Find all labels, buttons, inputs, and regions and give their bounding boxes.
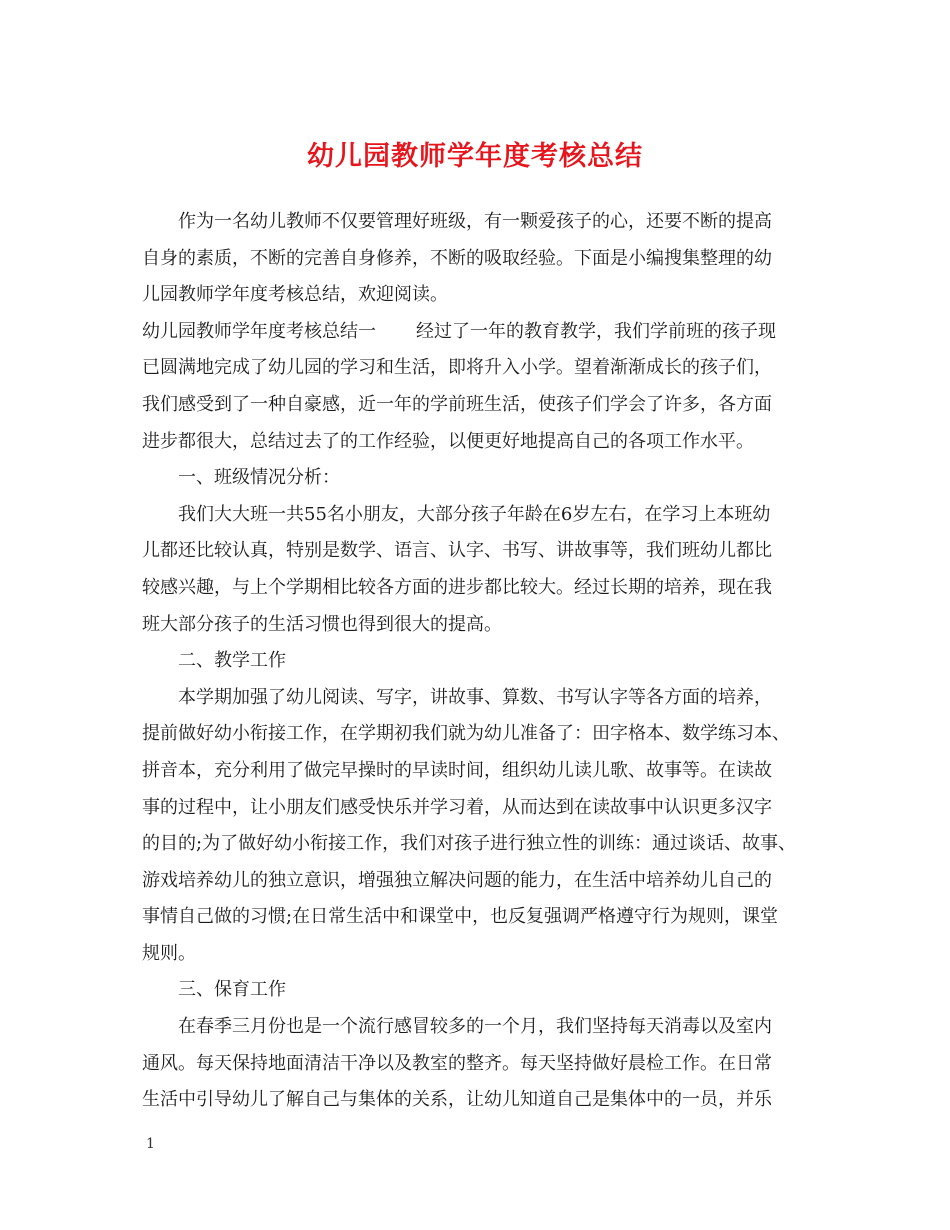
class-analysis-line-4: 班大部分孩子的生活习惯也得到很大的提高。 (142, 613, 502, 635)
intro-line-1: 作为一名幼儿教师不仅要管理好班级，有一颗爱孩子的心，还要不断的提高 (178, 211, 772, 232)
section-heading-class-analysis: 一、班级情况分析： (178, 467, 340, 489)
teaching-line-4: 事的过程中，让小朋友们感受快乐并学习着，从而达到在读故事中认识更多汉字 (142, 796, 772, 818)
care-line-3: 生活中引导幼儿了解自己与集体的关系，让幼儿知道自己是集体中的一员，并乐 (142, 1089, 772, 1111)
intro-line-3: 儿园教师学年度考核总结，欢迎阅读。 (142, 284, 448, 306)
summary-one-line-1: 经过了一年的教育教学，我们学前班的孩子现 (416, 320, 776, 342)
teaching-line-1: 本学期加强了幼儿阅读、写字，讲故事、算数、书写认字等各方面的培养， (178, 686, 772, 708)
teaching-line-6: 游戏培养幼儿的独立意识，增强独立解决问题的能力，在生活中培养幼儿自己的 (142, 869, 772, 891)
care-line-1: 在春季三月份也是一个流行感冒较多的一个月，我们坚持每天消毒以及室内 (178, 1016, 772, 1038)
summary-one-line-2: 已圆满地完成了幼儿园的学习和生活，即将升入小学。望着渐渐成长的孩子们， (142, 357, 772, 379)
teaching-line-8: 规则。 (142, 942, 196, 964)
section-heading-teaching: 二、教学工作 (178, 650, 286, 672)
document-title: 幼儿园教师学年度考核总结 (307, 141, 643, 172)
class-analysis-line-2: 儿都还比较认真，特别是数学、语言、认字、书写、讲故事等，我们班幼儿都比 (142, 540, 772, 562)
class-analysis-line-1: 我们大大班一共55名小朋友，大部分孩子年龄在6岁左右，在学习上本班幼 (178, 503, 771, 525)
teaching-line-7: 事情自己做的习惯;在日常生活中和课堂中，也反复强调严格遵守行为规则，课堂 (142, 906, 779, 928)
section-heading-care: 三、保育工作 (178, 979, 286, 1001)
summary-one-label: 幼儿园教师学年度考核总结一 (142, 320, 376, 342)
care-line-2: 通风。每天保持地面清洁干净以及教室的整齐。每天坚持做好晨检工作。在日常 (142, 1052, 772, 1074)
document-body (142, 204, 842, 1119)
summary-one-line-4: 进步都很大，总结过去了的工作经验，以便更好地提高自己的各项工作水平。 (142, 430, 754, 452)
teaching-line-5: 的目的;为了做好幼小衔接工作，我们对孩子进行独立性的训练：通过谈话、故事、 (142, 833, 797, 855)
teaching-line-3: 拼音本，充分利用了做完早操时的早读时间，组织幼儿读儿歌、故事等。在读故 (142, 759, 772, 781)
summary-one-first-line (142, 314, 842, 351)
page-number: 1 (146, 1136, 155, 1152)
intro-line-2: 自身的素质，不断的完善自身修养，不断的吸取经验。下面是小编搜集整理的幼 (142, 247, 772, 269)
summary-one-line-3: 我们感受到了一种自豪感，近一年的学前班生活，使孩子们学会了许多，各方面 (142, 393, 772, 415)
class-analysis-line-3: 较感兴趣，与上个学期相比较各方面的进步都比较大。经过长期的培养，现在我 (142, 576, 772, 598)
teaching-line-2: 提前做好幼小衔接工作，在学期初我们就为幼儿准备了：田字格本、数学练习本、 (142, 723, 790, 745)
